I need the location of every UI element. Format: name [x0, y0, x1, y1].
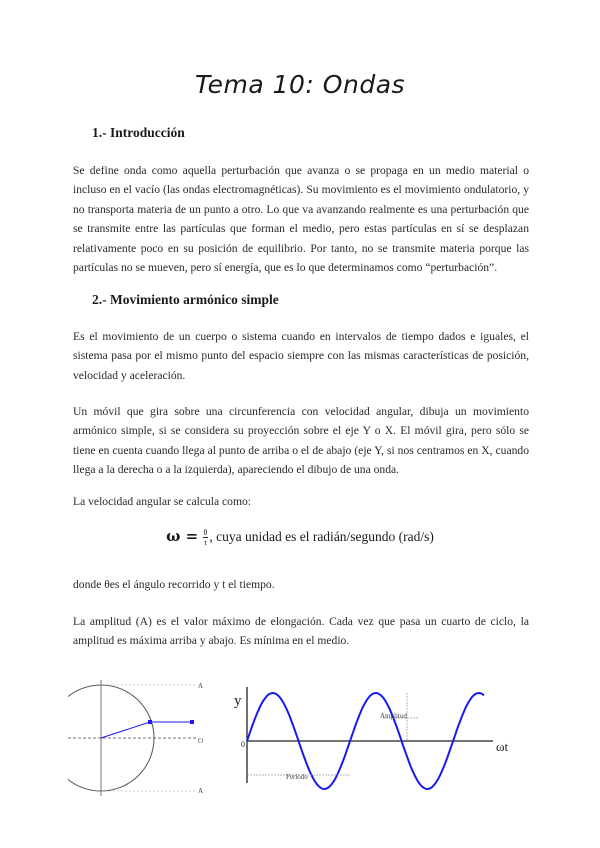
- origin-label: 0: [241, 740, 245, 749]
- sine-wave-figure: [228, 683, 518, 793]
- period-label: Período: [286, 773, 308, 781]
- projection-point: [190, 720, 194, 724]
- amplitude-label: Amplitud: [380, 712, 407, 720]
- intro-paragraph: Se define onda como aquella perturbación que avanza o se propaga en un medio material o incluso en el vacío (las ondas electromagnéticas). Su movimiento es el movimiento ondulatorio, y no transporta materia de un punto a otro. Lo que va avanzando realmente es una perturbación que se transmite entre las partículas que forman el medio, pero estas partículas en sí se desplazan relativamente poco en su posición de equilibrio. Por tanto, no se transmite materia porque las partículas no se mueven, pero sí energía, que es lo que determinamos como “perturbación”.: [73, 164, 529, 275]
- section-heading-introduccion: 1.- Introducción: [92, 125, 185, 140]
- circle-projection-figure: [68, 675, 218, 800]
- amplitude-paragraph: La amplitud (A) es el valor máximo de elongación. Cada vez que pasa un cuarto de ciclo, la amplitud es máxima arriba y abajo. Es mínima en el medio.: [73, 615, 529, 648]
- formula-unit-text: , cuya unidad es el radián/segundo (rad/s): [209, 529, 434, 544]
- mas-paragraph-1: Es el movimiento de un cuerpo o sistema cuando en intervalos de tiempo dados e iguales, el sistema pasa por el mismo punto del espacio siempre con las mismas características de posición, velocidad y aceleración.: [73, 330, 529, 382]
- formula-lhs: ω =: [166, 527, 199, 545]
- section-heading-mas: 2.- Movimiento armónico simple: [92, 292, 279, 307]
- mas-paragraph-3: La velocidad angular se calcula como:: [73, 495, 252, 508]
- formula-numerator: θ: [203, 528, 208, 538]
- radius-line: [101, 722, 150, 738]
- label-a-bottom: A: [198, 787, 204, 795]
- angular-velocity-formula: [0, 527, 600, 547]
- label-a-top: A: [198, 682, 204, 690]
- page-title: Tema 10: Ondas: [194, 70, 406, 99]
- formula-explanation: donde θes el ángulo recorrido y t el tiempo.: [73, 578, 275, 591]
- label-o: O: [198, 737, 204, 745]
- formula-denominator: t: [204, 538, 207, 548]
- formula-fraction: [203, 528, 209, 547]
- y-axis-label: y: [234, 693, 242, 709]
- x-axis-label: ωt: [496, 739, 509, 754]
- mas-paragraph-2: Un móvil que gira sobre una circunferencia con velocidad angular, dibuja un movimiento armónico simple, si se considera su proyección sobre el eje Y o X. El móvil gira, pero sólo se tiene en cuenta cuando llega al punto de arriba o el de abajo (eje Y, si nos centramos en X, cuando llega a la derecha o a la izquierda), apareciendo el dibujo de una onda.: [73, 405, 529, 477]
- moving-point: [148, 720, 152, 724]
